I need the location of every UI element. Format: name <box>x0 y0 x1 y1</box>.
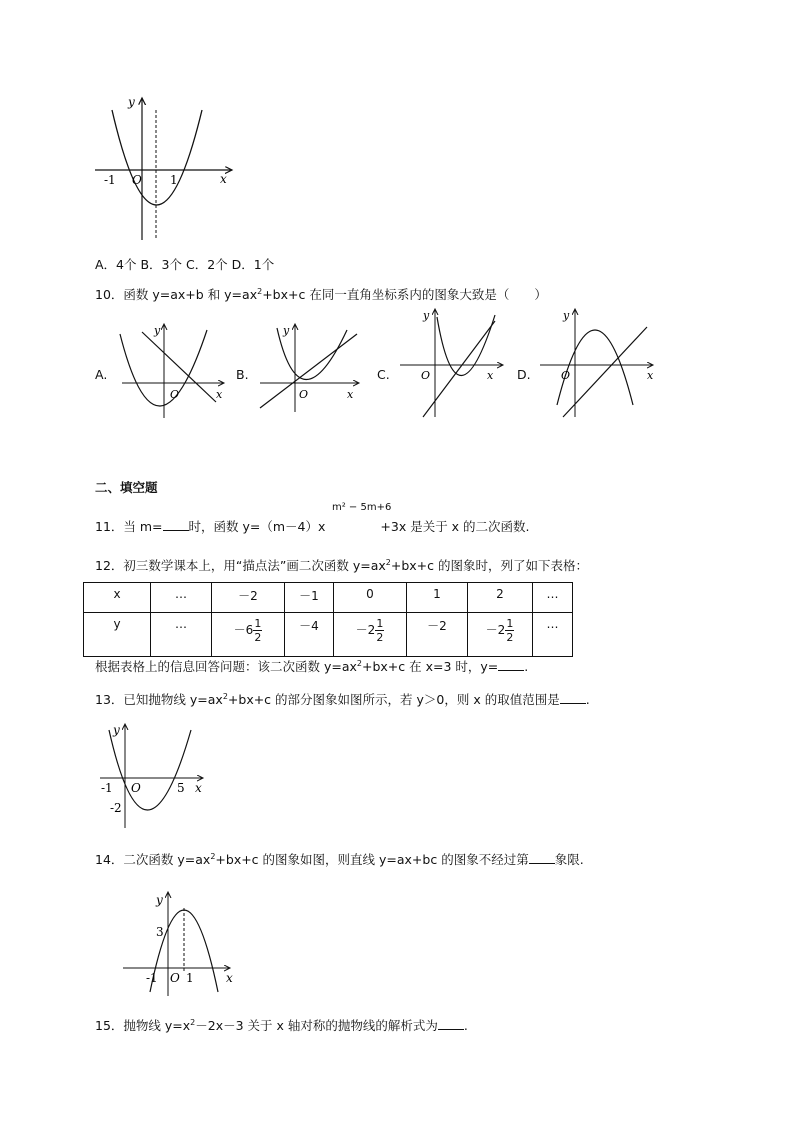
svg-text:y: y <box>283 324 290 337</box>
q12-question: 12．初三数学课本上，用“描点法”画二次函数 $y=ax^2+bx+c$ 的图象时，列了如下表格： <box>95 558 588 573</box>
table-row <box>84 583 573 613</box>
svg-text:y: y <box>563 309 570 322</box>
q13-neg2-label: -2 <box>110 801 122 815</box>
q9-neg1-label: -1 <box>104 173 116 187</box>
table-cell: x <box>84 583 151 613</box>
q9-y-label: y <box>128 95 135 109</box>
svg-text:O: O <box>421 369 431 382</box>
q9-options: A．4个 B．3个 C．2个 D．1个 <box>95 257 275 272</box>
q15-question: 15．抛物线 $y=x^2-2x-3$ 关于 x 轴对称的抛物线的解析式为 . <box>95 1018 468 1033</box>
table-cell: －1 <box>285 583 334 613</box>
table-cell: 0 <box>334 583 407 613</box>
q13-origin-label: O <box>131 781 141 795</box>
q10-option-c-label: C. <box>377 367 390 382</box>
table-cell: －2 $\frac{1}{2}$ <box>334 613 407 657</box>
table-cell: －6 $\frac{1}{2}$ <box>212 613 285 657</box>
svg-text:x: x <box>487 369 494 382</box>
svg-text:O: O <box>299 388 309 401</box>
q10-option-b-graph <box>255 320 365 415</box>
table-cell: … <box>533 583 573 613</box>
svg-text:x: x <box>216 388 223 401</box>
table-cell: … <box>151 583 212 613</box>
table-row <box>84 613 573 657</box>
q14-origin-label: O <box>170 971 180 985</box>
section-title: 二、填空题 <box>95 480 158 495</box>
q14-y-label: y <box>156 893 163 907</box>
table-cell: … <box>533 613 573 657</box>
q13-neg1-label: -1 <box>101 781 113 795</box>
q9-graph <box>90 90 240 250</box>
q14-blank[interactable] <box>529 853 555 864</box>
q13-five-label: 5 <box>177 781 185 795</box>
q13-blank[interactable] <box>560 693 586 704</box>
q14-x-label: x <box>226 971 233 985</box>
q10-question: 10．函数 y=ax+b 和 $y=ax^2+bx+c$ 在同一直角坐标系内的图象大致是（ ） <box>95 287 547 302</box>
table-cell: －4 <box>285 613 334 657</box>
table-cell: －2 $\frac{1}{2}$ <box>468 613 533 657</box>
q13-x-label: x <box>195 781 202 795</box>
svg-text:y: y <box>423 309 430 322</box>
svg-text:O: O <box>170 388 180 401</box>
svg-text:O: O <box>561 369 571 382</box>
svg-text:y: y <box>154 324 161 337</box>
svg-text:x: x <box>347 388 354 401</box>
table-cell: 1 <box>407 583 468 613</box>
svg-text:x: x <box>647 369 654 382</box>
q9-origin-label: O <box>132 173 142 187</box>
q11-question: 11．当 m= 时，函数 y=（m－4）x +3x 是关于 x 的二次函数. <box>95 519 530 534</box>
q12-table <box>83 582 573 657</box>
q12-blank[interactable] <box>498 660 524 671</box>
q10-option-d-graph <box>535 305 660 420</box>
q10-option-a-label: A. <box>95 367 108 382</box>
q13-y-label: y <box>113 723 120 737</box>
q12-followup: 根据表格上的信息回答问题：该二次函数 $y=ax^2+bx+c$ 在 x=3 时，y= . <box>95 659 529 674</box>
q10-option-c-graph <box>395 305 510 420</box>
q14-three-label: 3 <box>156 925 164 939</box>
q14-question: 14．二次函数 $y=ax^2+bx+c$ 的图象如图，则直线 y=ax+bc 的图象不经过第 象限. <box>95 852 584 867</box>
q14-graph <box>118 888 238 998</box>
q9-one-label: 1 <box>170 173 178 187</box>
q10-option-a-graph <box>112 320 232 420</box>
table-cell: －2 <box>212 583 285 613</box>
table-cell: … <box>151 613 212 657</box>
q15-blank[interactable] <box>438 1019 464 1030</box>
q13-graph <box>95 720 210 830</box>
q11-exponent: m² − 5m+6 <box>332 502 392 513</box>
q11-blank[interactable] <box>163 520 189 531</box>
q14-one-label: 1 <box>186 971 194 985</box>
table-cell: 2 <box>468 583 533 613</box>
q14-neg1-label: -1 <box>146 971 158 985</box>
table-cell: －2 <box>407 613 468 657</box>
table-cell: y <box>84 613 151 657</box>
q9-x-label: x <box>220 172 227 186</box>
q10-option-d-label: D. <box>517 367 531 382</box>
q13-question: 13．已知抛物线 $y=ax^2+bx+c$ 的部分图象如图所示，若 y＞0，则 x 的取值范围是 . <box>95 692 590 707</box>
q10-option-b-label: B. <box>236 367 249 382</box>
